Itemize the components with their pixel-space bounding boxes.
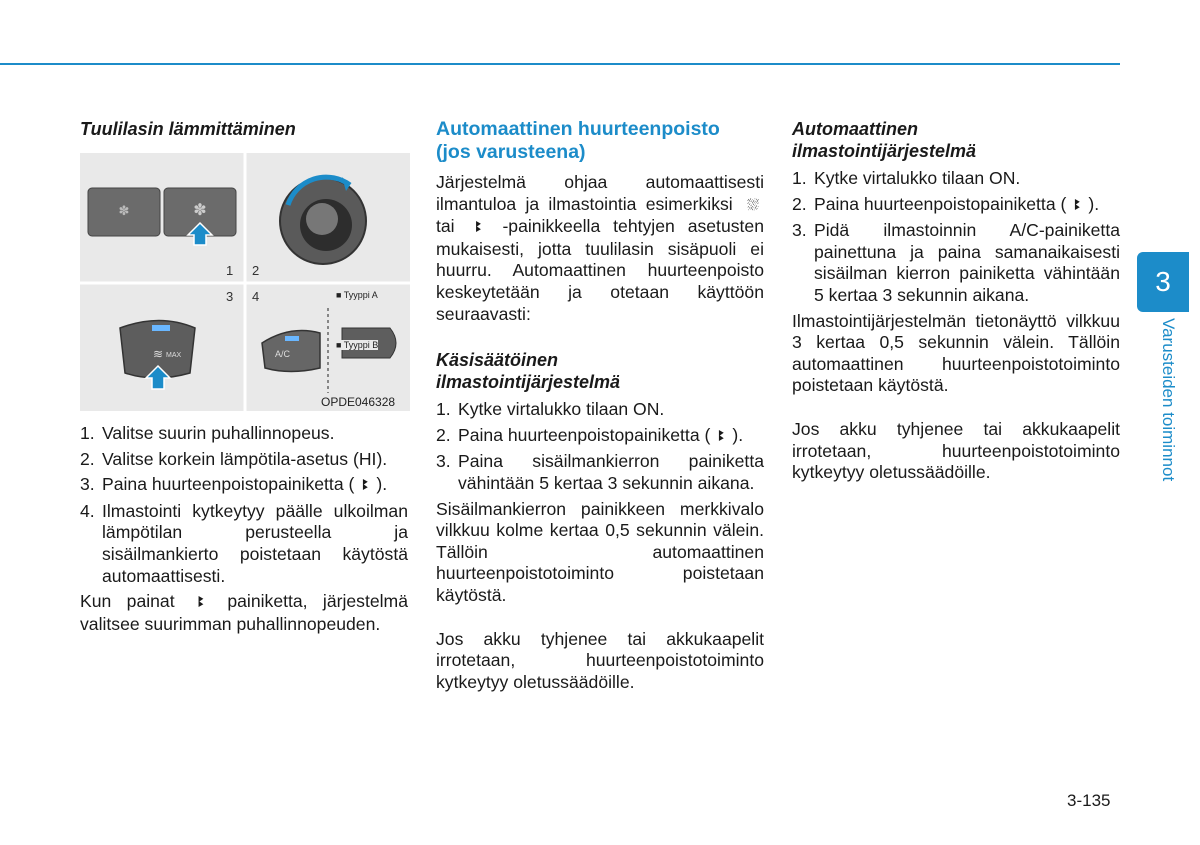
paragraph bbox=[436, 172, 764, 325]
paragraph: Jos akku tyhjenee tai akkukaapelit irrotetaan, huurteenpoistotoiminto kytkeytyy oletussäädöille. bbox=[436, 628, 764, 692]
paragraph: Sisäilmankierron painikkeen merkkivalo vilkkuu kolme kertaa 0,5 sekunnin välein. Tällöin automaattinen huurteenpoistotoiminto poistetaan käytöstä. bbox=[436, 498, 764, 605]
para-part: tai bbox=[436, 216, 455, 237]
header-rule bbox=[0, 63, 1120, 65]
item-text: Paina huurteenpoistopainiketta ( bbox=[814, 193, 1067, 214]
defrost-icon: ꔪ bbox=[1073, 196, 1081, 214]
item-text: Paina huurteenpoistopainiketta ( bbox=[102, 474, 355, 495]
item-tail: ). bbox=[732, 424, 744, 445]
page-number: 3-135 bbox=[1067, 791, 1111, 810]
item-tail: ). bbox=[376, 474, 388, 495]
svg-text:≋: ≋ bbox=[152, 347, 164, 361]
paragraph: Ilmastointijärjestelmän tietonäyttö vilkkuu 3 kertaa 0,5 sekunnin välein. Tällöin automaattinen huurteenpoistotoiminto poistetaan käytöstä. bbox=[792, 310, 1120, 396]
item-text: Paina huurteenpoistopainiketta ( bbox=[458, 424, 711, 445]
item-number: 2. bbox=[792, 193, 807, 214]
figure-label-2: 2 bbox=[252, 263, 260, 278]
para-start: Kun painat bbox=[80, 591, 175, 612]
subheading: Automaattinen bbox=[792, 119, 918, 139]
figure-label-3: 3 bbox=[226, 289, 234, 304]
list-item bbox=[80, 449, 408, 471]
defrost-icon: ꔪ bbox=[361, 477, 369, 495]
list-item bbox=[792, 194, 1120, 217]
paragraph: Jos akku tyhjenee tai akkukaapelit irrotetaan, huurteenpoistotoiminto kytkeytyy oletussäädöille. bbox=[792, 418, 1120, 483]
list-item bbox=[436, 399, 764, 421]
column-3 bbox=[792, 118, 1120, 484]
para-part: Järjestelmä ohjaa automaattisesti ilmantuloa ja ilmastointia esimerkiksi bbox=[436, 172, 764, 214]
figure-label-4: 4 bbox=[252, 289, 260, 304]
list-item bbox=[80, 423, 408, 445]
item-text: Kytke virtalukko tilaan ON. bbox=[458, 399, 665, 420]
type-b-label: ■ Tyyppi B bbox=[336, 340, 379, 350]
item-number: 1. bbox=[80, 423, 95, 443]
item-number: 1. bbox=[792, 168, 807, 188]
svg-text:✽: ✽ bbox=[118, 203, 130, 218]
item-text: Pidä ilmastoinnin A/C-painiketta painettuna ja paina samanaikaisesti sisäilman kierron painiketta vähintään 5 kertaa 3 sekunnin aikana. bbox=[814, 220, 1120, 305]
item-number: 4. bbox=[80, 500, 95, 521]
column-1-body bbox=[80, 423, 408, 635]
subheading: ilmastointijärjestelmä bbox=[792, 141, 977, 161]
column-1 bbox=[80, 118, 408, 140]
subheading: Käsisäätöinen bbox=[436, 350, 559, 371]
item-number: 2. bbox=[80, 448, 95, 469]
section-heading: Automaattinen huurteenpoisto bbox=[436, 118, 720, 140]
item-number: 2. bbox=[436, 424, 451, 445]
item-number: 3. bbox=[436, 451, 451, 472]
subheading: ilmastointijärjestelmä bbox=[436, 372, 621, 393]
item-text: Ilmastointi kytkeytyy päälle ulkoilman lämpötilan perusteella ja sisäilmankierto poistetaan käytöstä automaattisesti. bbox=[102, 500, 408, 586]
item-text: Kytke virtalukko tilaan ON. bbox=[814, 168, 1021, 188]
para-part: -painikkeella tehtyjen asetusten mukaisesti, jotta tuulilasin sisäpuoli ei huurru. Automaattinen huurteenpoisto keskeytetään ja otetaan käyttöön seuraavasti: bbox=[436, 216, 764, 324]
defrost-icon: ꔪ bbox=[475, 219, 482, 237]
item-text: Valitse suurin puhallinnopeus. bbox=[102, 423, 335, 443]
type-a-label: ■ Tyyppi A bbox=[336, 290, 378, 300]
list-item bbox=[436, 451, 764, 494]
item-text: Paina sisäilmankierron painiketta vähintään 5 kertaa 3 sekunnin aikana. bbox=[458, 451, 764, 493]
control-panel-figure bbox=[80, 153, 410, 411]
type-b-text: Tyyppi B bbox=[343, 340, 379, 350]
type-a-text: Tyyppi A bbox=[343, 290, 378, 300]
list-item bbox=[80, 501, 408, 587]
list-item bbox=[80, 474, 408, 497]
mode-icon: ⛆ bbox=[746, 196, 759, 214]
steps-list bbox=[436, 399, 764, 494]
max-label: MAX bbox=[166, 352, 182, 359]
steps-list bbox=[80, 423, 408, 587]
chapter-tab: 3 bbox=[1137, 252, 1189, 312]
figure-code: OPDE046328 bbox=[321, 395, 396, 409]
section-heading-sub: (jos varusteena) bbox=[436, 141, 586, 163]
defrost-icon: ꔪ bbox=[197, 594, 205, 612]
defrost-icon: ꔪ bbox=[717, 427, 725, 445]
paragraph bbox=[80, 591, 408, 635]
item-number: 3. bbox=[792, 220, 807, 241]
steps-list bbox=[792, 168, 1120, 307]
item-tail: ). bbox=[1088, 193, 1100, 214]
figure-illustration bbox=[80, 153, 410, 411]
ac-label: A/C bbox=[275, 349, 291, 359]
list-item bbox=[436, 425, 764, 448]
list-item bbox=[792, 220, 1120, 306]
column-2 bbox=[436, 118, 764, 693]
item-number: 3. bbox=[80, 474, 95, 495]
figure-label-1: 1 bbox=[226, 263, 234, 278]
item-number: 1. bbox=[436, 399, 451, 420]
chapter-title: Varusteiden toiminnot bbox=[1159, 318, 1178, 482]
list-item bbox=[792, 168, 1120, 190]
section-heading: Tuulilasin lämmittäminen bbox=[80, 119, 296, 139]
item-text: Valitse korkein lämpötila-asetus (HI). bbox=[102, 448, 388, 469]
svg-text:✽: ✽ bbox=[193, 202, 207, 219]
para-end: painiketta, järjestelmä valitsee suurimman puhallinnopeuden. bbox=[80, 591, 408, 634]
